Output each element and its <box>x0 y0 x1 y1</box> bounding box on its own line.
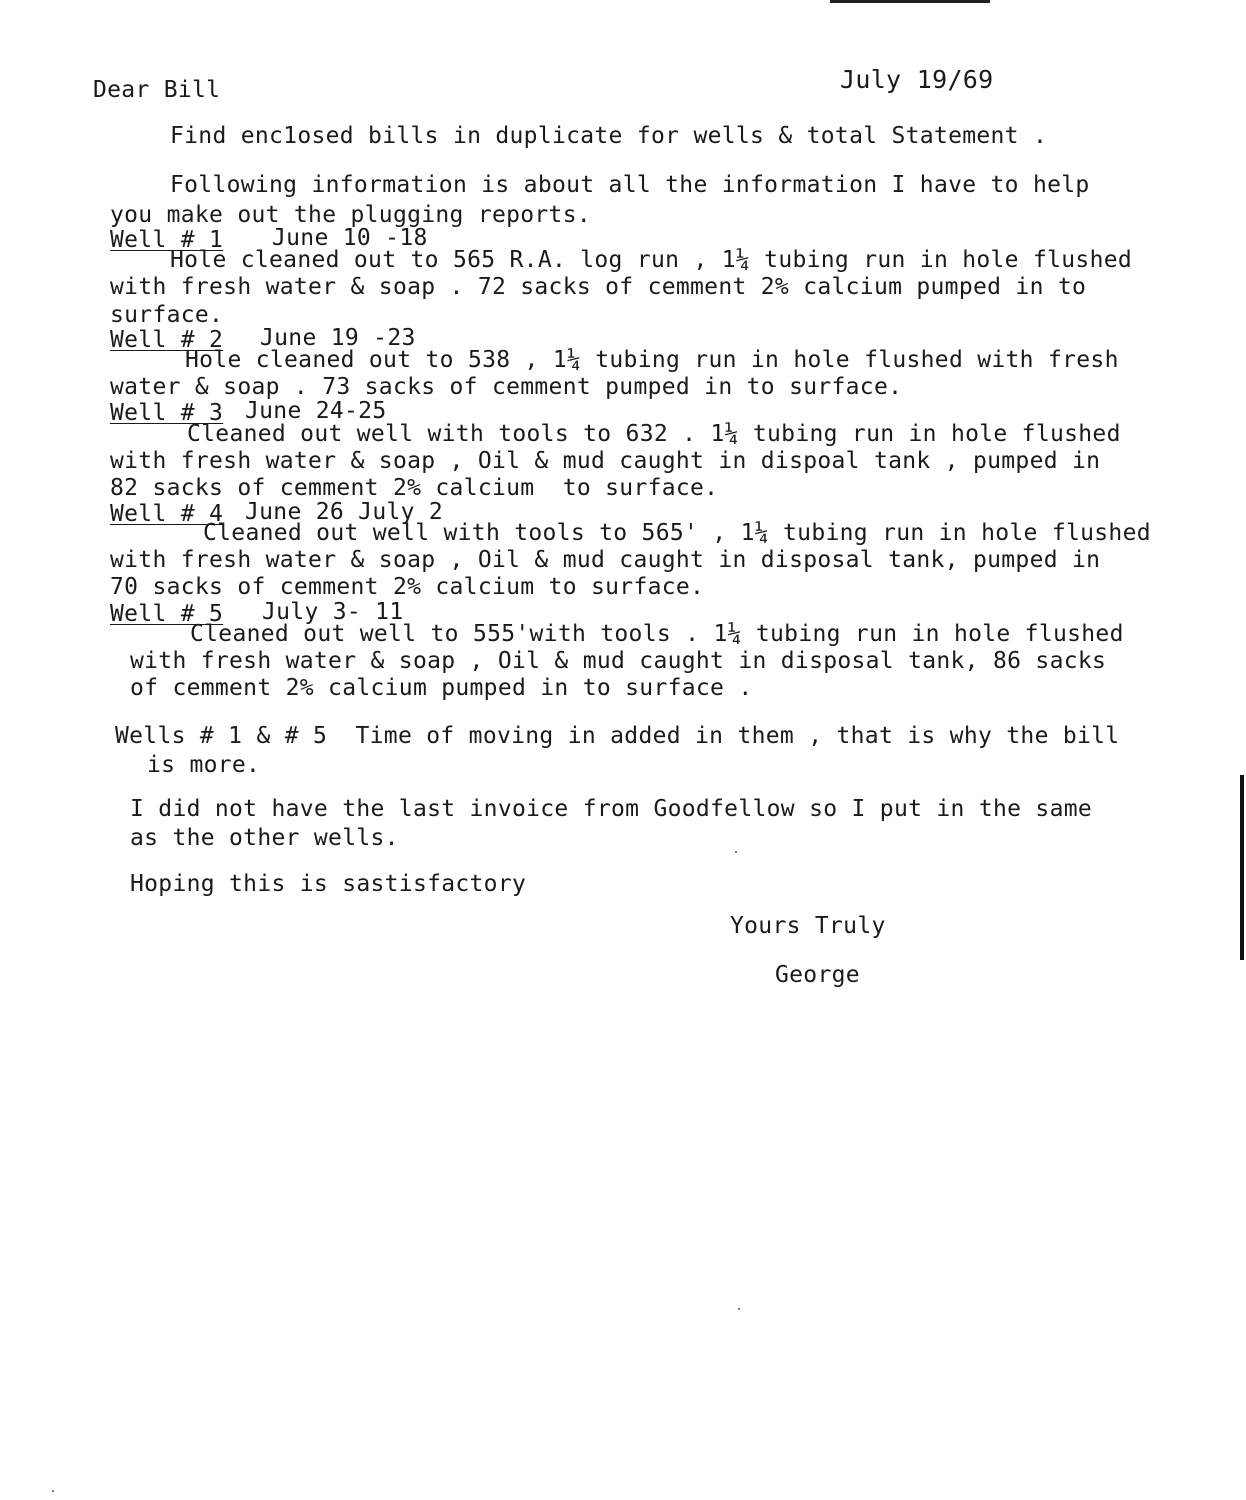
well-4-line-2: with fresh water & soap , Oil & mud caught in disposal tank, pumped in <box>110 547 1101 573</box>
top-edge-mark <box>830 0 990 3</box>
greeting: Dear Bill <box>93 77 221 103</box>
well-3-dates: June 24-25 <box>245 398 387 424</box>
signature: George <box>775 962 860 988</box>
letter-date: July 19/69 <box>840 65 994 94</box>
well-1-line-1: Hole cleaned out to 565 R.A. log run , 1¼ tubing run in hole flushed <box>170 247 1133 273</box>
well-5-line-2: with fresh water & soap , Oil & mud caught in disposal tank, 86 sacks <box>130 648 1107 674</box>
following-line-2: you make out the plugging reports. <box>110 202 592 228</box>
intro-paragraph: Find enc1osed bills in duplicate for wells & total Statement . <box>170 123 1048 149</box>
well-1-dates: June 10 -18 <box>272 225 428 251</box>
well-4-dates: June 26 July 2 <box>245 499 444 525</box>
scan-edge-bar <box>1240 775 1244 960</box>
closing: Yours Truly <box>730 913 886 939</box>
following-line-1: Following information is about all the information I have to help <box>170 172 1090 198</box>
well-3-line-2: with fresh water & soap , Oil & mud caught in dispoal tank , pumped in <box>110 448 1101 474</box>
scan-speck <box>738 1308 740 1310</box>
well-5-dates: July 3- 11 <box>262 599 404 625</box>
invoice-line-2: as the other wells. <box>130 825 399 851</box>
well-5-line-3: of cemment 2% calcium pumped in to surface . <box>130 675 753 701</box>
well-2-label: Well # 2 <box>110 327 224 353</box>
well-5-label: Well # 5 <box>110 601 224 627</box>
well-1-line-2: with fresh water & soap . 72 sacks of cemment 2% calcium pumped in to <box>110 274 1087 300</box>
well-3-line-3: 82 sacks of cemment 2% calcium to surface. <box>110 475 719 501</box>
scan-speck <box>735 851 737 853</box>
well-1-label: Well # 1 <box>110 227 224 253</box>
wells-note-line-2: is more. <box>147 752 261 778</box>
wells-note-line-1: Wells # 1 & # 5 Time of moving in added in them , that is why the bill <box>115 723 1120 749</box>
invoice-line-1: I did not have the last invoice from Goodfellow so I put in the same <box>130 796 1093 822</box>
well-5-line-1: Cleaned out well to 555'with tools . 1¼ tubing run in hole flushed <box>190 621 1124 647</box>
well-4-label: Well # 4 <box>110 501 224 527</box>
well-4-line-3: 70 sacks of cemment 2% calcium to surface. <box>110 574 705 600</box>
well-3-label: Well # 3 <box>110 400 224 426</box>
well-2-line-2: water & soap . 73 sacks of cemment pumped in to surface. <box>110 374 903 400</box>
well-3-line-1: Cleaned out well with tools to 632 . 1¼ tubing run in hole flushed <box>187 421 1121 447</box>
scan-speck <box>52 1490 54 1492</box>
well-2-line-1: Hole cleaned out to 538 , 1¼ tubing run in hole flushed with fresh <box>185 347 1119 373</box>
well-4-line-1: Cleaned out well with tools to 565' , 1¼ tubing run in hole flushed <box>203 520 1151 546</box>
well-1-line-3: surface. <box>110 302 224 328</box>
hoping-line: Hoping this is sastisfactory <box>130 871 527 897</box>
well-2-dates: June 19 -23 <box>260 325 416 351</box>
